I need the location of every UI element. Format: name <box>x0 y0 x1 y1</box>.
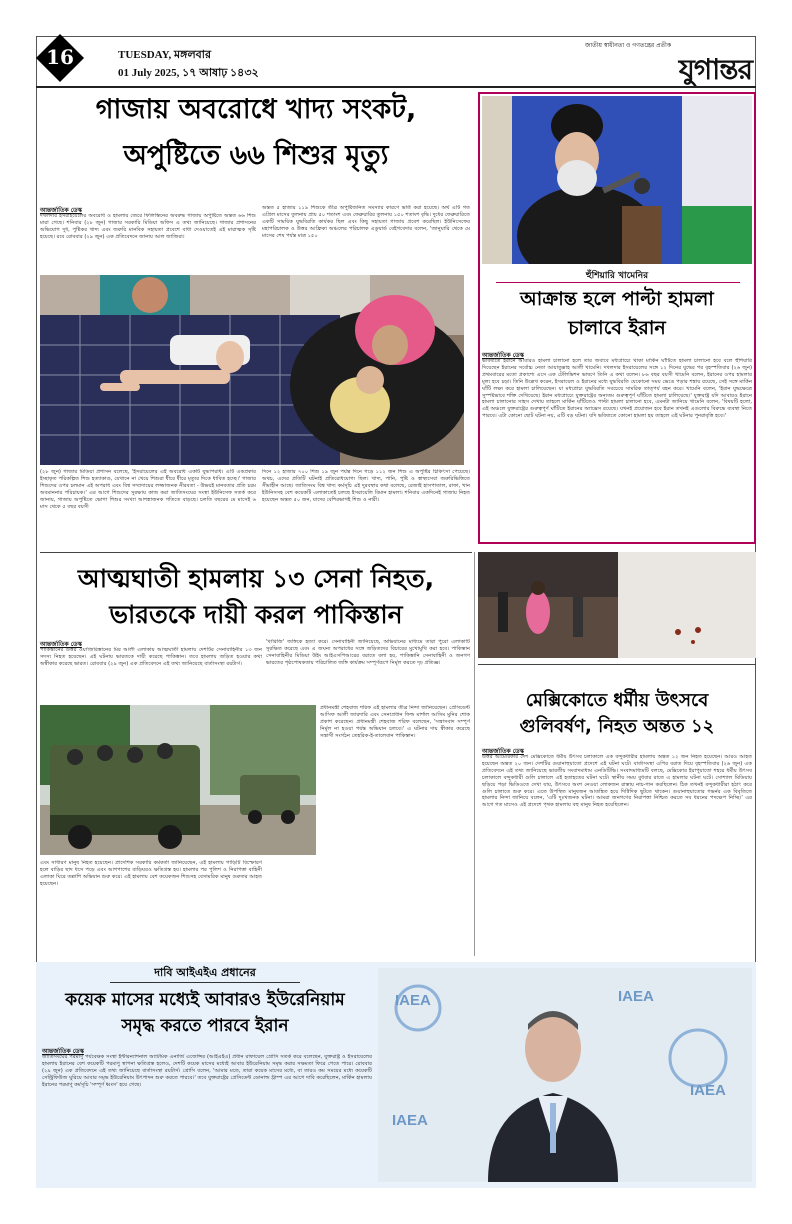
iaea-body: জাতিসংঘের পরমাণু পর্যবেক্ষক সংস্থা ইন্টারন্যাশনাল অ্যাটমিক এনার্জি এজেন্সির (আইএইএ) প্রধান রাফায়েল গ্রোসি সতর্ক করে বলেছেন, যুক্তরাষ্ট্র ও ইসরায়েলের হামলায় ইরানের বেশ কয়েকটি পরমাণু স্থাপনা ক্ষতিগ্রস্ত হলেও, দেশটি কয়েক মাসের মধ্যেই আবার ইউরেনিয়াম সমৃদ্ধ করার সক্ষমতা ফিরে পেতে পারে। রোববার (২৯ জুন) এক প্রতিবেদনে এই তথ্য জানিয়েছে বার্তাসংস্থা রয়টার্স। গ্রোসি বলেন, 'আমার মতে, তারা কয়েক মাসের মধ্যে, বা তারও কম সময়ের মধ্যে কয়েকটি সেন্ট্রিফিউজ ঘুরিয়ে আবার সমৃদ্ধ ইউরেনিয়াম উৎপাদন শুরু করতে পারবে।' তবে যুক্তরাষ্ট্রের প্রেসিডেন্ট ডোনাল্ড ট্রাম্প এর আগে দাবি করেছিলেন, মার্কিন হামলায় ইরানের পরমাণু কর্মসূচি 'সম্পূর্ণ ধ্বংস' হয়ে গেছে। <box>42 1054 372 1088</box>
gaza-photo-illustration <box>40 275 464 465</box>
grossi-photo-illustration <box>378 968 752 1182</box>
iaea-kicker: দাবি আইএইএ প্রধানের <box>154 966 256 979</box>
mexico-headline-line1: মেক্সিকোতে ধর্মীয় উৎসবে <box>525 690 709 711</box>
gaza-body-left: দখলদার ইসরাইয়েলের অবরোধ ও হামলার জেরে ফিলিস্তিনের অবরুদ্ধ গাজায় অপুষ্টিতে অন্তত ৬৬ শিশু মারা গেছে। শনিবার (২৮ জুন) গাজার সরকারি মিডিয়া অফিস এ তথ্য জানিয়েছে। গাজার প্রশাসনের অভিযোগ দুধ, পুষ্টিকর খাদ্য এবং জরুরি মানবিক সহায়তা প্রবেশে বাধা দেওয়াতেই এই মারাত্মক সৃষ্টি হয়েছে। রবে রোববার (২৯ জুন) এক প্রতিবেদনে জানায় আল জাজিরা। <box>40 213 256 240</box>
iran-headline-line1: আক্রান্ত হলে পাল্টা হামলা <box>520 288 714 310</box>
gaza-headline-line1: গাজায় অবরোধে খাদ্য সংকট, <box>95 94 417 125</box>
mexico-photo <box>478 552 756 658</box>
pakistan-body-right: প্রধানমন্ত্রী শেহবাজ শরিফ এই হামলার তীব্র নিন্দা জানিয়েছেন। প্রেসিডেন্ট আসিফ আলী জারদারি এবং সেনাপ্রধান ফিল্ড মার্শাল আসিম মুনির শোক প্রকাশ করেছেন। প্রধানমন্ত্রী শেহবাজ শরিফ বলেছেন, 'সন্ত্রাসবাদ সম্পূর্ণ নির্মূল না হওয়া পর্যন্ত অভিযান চলবে।' এ ঘটনার দায় স্বীকার করেছে সন্ত্রাসী সংগঠন তেহরিক-ই-তালেবান পাকিস্তান। <box>320 705 470 739</box>
iaea-dept: আন্তর্জাতিক ডেস্ক <box>42 1048 84 1055</box>
mexico-top-rule <box>478 664 756 665</box>
pakistan-headline-line2: ভারতকে দায়ী করল পাকিস্তান <box>109 600 403 629</box>
pakistan-caption: এবং সাধারণ মানুষ নিহত হয়েছেন। প্রাদেশিক সরকারি কর্মকর্তা জানিয়েছেন, এই হামলায় গাড়িটি বিস্ফোরণ হলে বাড়ির ছাদ ধসে পড়ে এবং আশপাশের বাড়িঘরও ক্ষতিগ্রস্ত হয়। হামলার পর পুলিশ ও নিরাপত্তা বাহিনী এলাকা ঘিরে তল্লাশি অভিযান শুরু করে। এই হামলায় বেশ কয়েকজন শিশুসহ বেসামরিক মানুষ গুরুতর আহত হয়েছেন। <box>40 860 262 888</box>
gaza-body-continued: দিনে ১২ হাজার ৭০০ শিশু ১৯ জুন পর্যন্ত দিনে গড়ে ১১২ জন শিশু এ অপুষ্টির চিকিৎসা পেয়েছে। অথচ, এদের প্রতিটি ঘটনাই প্রতিরোধযোগ্য ছিল। খাদ্য, পানি, পুষ্টি ও স্বাস্থ্যসেবা জরুরিভিত্তিতে সীমাহীন আছে। জাতিসংঘ বিশ্ব খাদ্য কর্মসূচি এই দুরবস্থার কথা বলেছে, রেজাই হাসপাতাল, রাফা, খান ইউনিসসহ বেশ কয়েকটি এলাকাতেই চলছে ইসরায়েলি বিমান হামলা। শনিবার একদিনেই গাজায় নিহত হয়েছেন অন্তত ৫০ জন, যাদের বেশিরভাগই শিশু ও নারী। <box>262 469 470 504</box>
iaea-headline-line1: কয়েক মাসের মধ্যেই আবারও ইউরেনিয়াম <box>65 990 345 1010</box>
iran-headline-line2: চালাবে ইরান <box>568 317 666 339</box>
iran-kicker-rule <box>496 282 740 283</box>
iaea-backdrop-text-1: IAEA <box>395 992 431 1009</box>
pakistan-photo-illustration <box>40 705 316 855</box>
gaza-caption: (২৮ জুন) গাজার মিডিয়া প্রশাসন বলেছে, 'ইসরায়েলের এই অবরোধ একটি যুদ্ধাপরাধ। এটি একপ্রকার ইচ্ছাকৃত পরিকল্পিত শিশু হত্যাকাণ্ড, যেখানে না খেয়ে শিশুরা ধীরে ধীরে মৃত্যুর দিকে ধাবিত হচ্ছে।' গাজার শিশুদের ওপর চলমান এই অপরাধ এবং বিশ্ব সম্প্রদায়ের লজ্জাজনক নীরবতা - উভয়ই মানবতার প্রতি চরম অবমাননার পরিচায়ক।' এর আগে শিশুদের সুরক্ষায় কাজ করা জাতিসংঘের সংস্থা ইউনিসেফ সতর্ক করে জানায়, গাজায় অপুষ্টিতে ভোগা শিশুর সংখ্যা আশঙ্কাজনক গতিতে বাড়ছে। চলতি বছরের মে মাসেই ৬ মাস থেকে ৫ বছর বয়সী <box>40 469 256 511</box>
pakistan-headline-line1: আত্মঘাতী হামলায় ১৩ সেনা নিহত, <box>77 564 435 593</box>
column-rule <box>474 552 475 956</box>
pakistan-body-middle: 'খারিজি' জঙ্গিকে হত্যা করে। সেনাবাহিনী জানিয়েছে, অভিযানের মাধ্যমে তারা পুরো এলাকাটি সুরক্ষিত করেছে এবং এ জঘন্য অপরাধের সঙ্গে জড়িতদের বিচারের মুখোমুখি করা হবে। পাকিস্তান সেনাবাহিনীর মিডিয়া উইং আইএসপিআরের বরাতে বলা হয়, পাকিস্তানি সেনাবাহিনী ও জনগণ ভারতের পৃষ্ঠপোষকতায় পরিচালিত জঙ্গি কার্যক্রম সম্পূর্ণরূপে নির্মূল করতে দৃঢ় প্রতিজ্ঞ। <box>266 639 470 666</box>
masthead-rule <box>36 86 756 88</box>
khamenei-photo-illustration <box>482 96 752 264</box>
pakistan-photo <box>40 705 316 855</box>
iaea-headline-line2: সমৃদ্ধ করতে পারবে ইরান <box>121 1016 289 1036</box>
gaza-dept: আন্তর্জাতিক ডেস্ক <box>40 207 82 214</box>
newspaper-logo: যুগান্তর <box>678 53 752 86</box>
iaea-kicker-rule <box>110 982 300 983</box>
iaea-backdrop-text-3: IAEA <box>690 1082 726 1099</box>
dateline-date: 01 July 2025, ১৭ আষাঢ় ১৪৩২ <box>118 67 259 79</box>
gaza-body-right: অন্তত ৫ হাজার ১১৯ শিশুকে তীব্র অপুষ্টিজনিত সমস্যার কারণে ভর্তি করা হয়েছে। অর্থ এটি গত এপ্রিল মাসের তুলনায় প্রায় ৫০ শতাংশ এবং ফেব্রুয়ারির তুলনায় ১৫০ শতাংশ বৃদ্ধি। দুধের ফেব্রুয়ারিতে একটি সাময়িক যুদ্ধবিরতি কার্যকর ছিল এবং কিছু সহায়তা গাজায় প্রবেশ করেছিল। ইউনিসেফের মহাপরিচালক ও উত্তর আফ্রিকা অঞ্চলের পরিচালক এডুয়ার্ড বেইগবেদার বলেন, 'জানুয়ারি থেকে মে মাসের শেষ পর্যন্ত মাত্র ১৫০ <box>262 205 470 239</box>
iran-dept: আন্তর্জাতিক ডেস্ক <box>482 352 524 359</box>
iaea-backdrop-text-2: IAEA <box>618 988 654 1005</box>
section-divider <box>40 552 472 553</box>
khamenei-photo <box>482 96 752 264</box>
mexico-dept: আন্তর্জাতিক ডেস্ক <box>482 748 524 755</box>
pakistan-body-left: পাকিস্তানের উত্তর ওয়াজিরিস্তানের মির আলী এলাকায় আত্মঘাতী হামলায় দেশটির সেনাবাহিনীর ১৩ জন সদস্য নিহত হয়েছেন। এই ঘটনায় ভারতকে দায়ী করেছে পাকিস্তান। তবে হামলায় জড়িত হওয়ার কথা অস্বীকার করেছে ভারত। রোববার (২৯ জুন) এক প্রতিবেদনে এই তথ্য জানিয়েছে বার্তাসংস্থা রয়টার্স। <box>40 647 262 667</box>
mexico-body: উত্তর আমেরিকার দেশ মেক্সিকোতে ধর্মীয় উৎসব চলাকালে এক বন্দুকধারীর হামলায় অন্তত ১২ জন নিহত হয়েছেন। আরও আহত হয়েছেন অন্তত ২০ জন। দেশটির গুয়ানাহুয়াতো প্রদেশে এই ঘটনা ঘটে। বার্তাসংস্থা এপির বরাত দিয়ে বৃহস্পতিবার (২৬ জুন) এক প্রতিবেদনে এই তথ্য জানিয়েছে ভারতীয় সংবাদমাধ্যম এনডিটিভি। সংবাদমাধ্যমটি বলছে, মেক্সিকোর ইরাপুয়াতো শহরে ধর্মীয় উৎসব চলাকালে বন্দুকধারী গুলি চালালে এই হতাহতের ঘটনা ঘটে। স্থানীয় সময় বুধবার রাতে এ হামলার ঘটনা ঘটে। সোশ্যাল মিডিয়ায় ছড়িয়ে পড়া ভিডিওতে দেখা যায়, উৎসবে অংশ নেওয়া লোকজন রাস্তায় নাচ-গান করছিলেন। ঠিক তখনই বন্দুকধারীরা হঠাৎ করে গুলি চালাতে শুরু করে। এতে উপস্থিত মানুষজন আতঙ্কিত হয়ে দিগ্বিদিক ছুটতে থাকেন। গুয়ানাহুয়াতোর গভর্নর এক বিবৃতিতে হামলার নিন্দা জানিয়ে বলেন, 'এটি দুঃখজনক ঘটনা। আমরা জনগণের নিরাপত্তা নিশ্চিত করতে সব ধরনের পদক্ষেপ নিচ্ছি।' এর আগে গত মাসেও এই প্রদেশে পৃথক হামলায় বহু মানুষ নিহত হয়েছিলেন। <box>482 754 752 809</box>
page-number: 16 <box>46 45 74 69</box>
pakistan-dept: আন্তর্জাতিক ডেস্ক <box>40 641 82 648</box>
mexico-photo-illustration <box>478 552 756 658</box>
gaza-headline-line2: অপুষ্টিতে ৬৬ শিশুর মৃত্যু <box>123 140 389 171</box>
iaea-backdrop-text-4: IAEA <box>392 1112 428 1129</box>
grossi-photo <box>378 968 752 1182</box>
dateline-day: TUESDAY, মঙ্গলবার <box>118 49 212 61</box>
iran-body: ভবিষ্যতে ইরানে আবারও হামলা চালানো হলে তার জবাবে মধ্যপ্রাচ্যে থাকা মার্কিন ঘাঁটিতে হামলা চালানো হবে বলে হুঁশিয়ারি দিয়েছেন ইরানের সর্বোচ্চ নেতা আয়াতুল্লাহ আলী খামেনি। দখলদার ইসরায়েলের সঙ্গে ১২ দিনের যুদ্ধের পর বৃহস্পতিবার (২৬ জুন) প্রথমবারের মতো প্রকাশ্যে এসে এক টেলিভিশন ভাষণে তিনি এ কথা বলেন। ৮৬ বছর বয়সী খামেনি বলেন, ইরানের ওপর হামলার মূল্য হবে চড়া। তিনি উল্লেখ করেন, ইসরায়েল ও ইরানের মধ্যে যুদ্ধবিরতি যেকোনো সময় ভেঙে পড়ার শঙ্কায় রয়েছে, সেই সঙ্গে মার্কিন ঘাঁটি লক্ষ্য করে হামলা চালিয়েছেন। যা মধ্যপ্রাচ্য যুদ্ধবিরতি সবচেয়ে সামরিক তাত্পর্য বহন করে। খামেনি বলেন, 'ইরান যুদ্ধক্ষেত্রে সুস্পষ্টভাবে শক্তি দেখিয়েছে। ইরান মধ্যপ্রাচ্যে যুক্তরাষ্ট্রের অন্যতম গুরুত্বপূর্ণ ঘাঁটিতে হামলা চালিয়েছে।' যুক্তরাষ্ট্র যদি আবারও ইরানে হামলা চালানোর সাহস দেখায় তাহলে মার্কিন ঘাঁটিতেও পাল্টা হামলা চালানো হবে, এমনটা জানিয়ে খামেনি বলেন, 'বিষয়টি হলো, এই অঞ্চলে যুক্তরাষ্ট্রের গুরুত্বপূর্ণ ঘাঁটিতে ইরানের অ্যাক্সেস রয়েছে। যখনই প্রয়োজন হবে ইরান তখনই এগুলোর বিরুদ্ধে ব্যবস্থা নিতে পারবে। এটা কোনো ছোট ঘটনা নয়, এটি বড় ঘটনা। যদি ভবিষ্যতে কোনো হামলা হয় তাহলে এই ঘটনার পুনরাবৃত্তি হবে।' <box>482 358 752 420</box>
gaza-photo <box>40 275 464 465</box>
iran-kicker: হুঁশিয়ারি খামেনির <box>585 271 649 281</box>
masthead-tagline: জাতীয় স্বাধীনতা ও গণতন্ত্রের প্রতীক <box>585 42 672 49</box>
mexico-headline-line2: গুলিবর্ষণ, নিহত অন্তত ১২ <box>519 716 715 737</box>
